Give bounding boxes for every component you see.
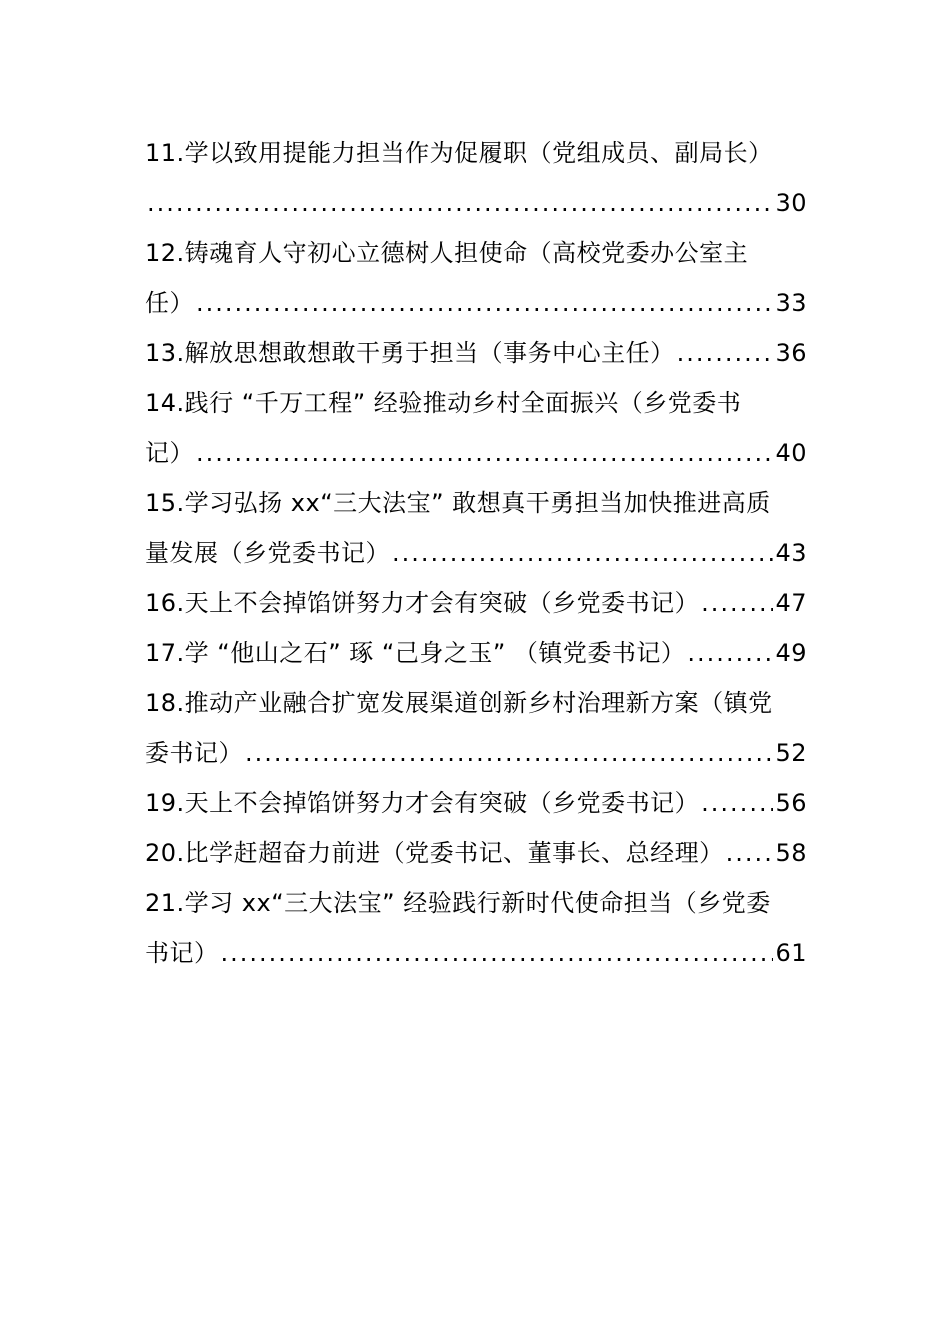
toc-entry-title: 15.学习弘扬 xx“三大法宝” 敢想真干勇担当加快推进高质: [145, 489, 771, 517]
toc-entry[interactable]: [145, 828, 807, 878]
dot-leader: [701, 578, 773, 628]
toc-entry[interactable]: [145, 578, 807, 628]
toc-entry[interactable]: [145, 378, 807, 478]
toc-entry-page-number: 40: [775, 439, 807, 467]
toc-entry-leader-line: [145, 628, 807, 678]
toc-entry-title-line: [145, 678, 807, 728]
toc-entry-page-number: 58: [775, 839, 807, 867]
toc-entry-page-number: 47: [775, 589, 807, 617]
toc-entry[interactable]: [145, 778, 807, 828]
table-of-contents: [145, 128, 807, 978]
toc-entry-page-number: 33: [775, 289, 807, 317]
toc-entry[interactable]: [145, 328, 807, 378]
toc-entry-title-line: [145, 378, 807, 428]
dot-leader: [196, 428, 773, 478]
toc-entry[interactable]: [145, 128, 807, 228]
toc-entry-leader-line: [145, 178, 807, 228]
toc-entry-leader-line: [145, 528, 807, 578]
toc-entry-title: 19.天上不会掉馅饼努力才会有突破（乡党委书记）: [145, 789, 700, 817]
toc-entry-page-number: 30: [775, 189, 807, 217]
toc-entry[interactable]: [145, 678, 807, 778]
toc-entry[interactable]: [145, 628, 807, 678]
toc-entry-page-number: 49: [775, 639, 807, 667]
toc-entry-leader-line: [145, 828, 807, 878]
toc-entry-title-line: [145, 228, 807, 278]
dot-leader: [677, 328, 774, 378]
dot-leader: [147, 178, 773, 228]
dot-leader: [221, 928, 774, 978]
dot-leader: [701, 778, 773, 828]
toc-entry-leader-line: [145, 928, 807, 978]
toc-entry-leader-line: [145, 278, 807, 328]
toc-entry-title: 12.铸魂育人守初心立德树人担使命（高校党委办公室主: [145, 239, 749, 267]
toc-entry-title: 14.践行 “千万工程” 经验推动乡村全面振兴（乡党委书: [145, 389, 742, 417]
toc-entry-title-continued: 委书记）: [145, 739, 243, 767]
toc-entry-leader-line: [145, 328, 807, 378]
toc-entry-title-line: [145, 878, 807, 928]
toc-entry-page-number: 52: [775, 739, 807, 767]
dot-leader: [245, 728, 773, 778]
toc-entry-page-number: 61: [775, 939, 807, 967]
toc-entry-title: 16.天上不会掉馅饼努力才会有突破（乡党委书记）: [145, 589, 700, 617]
toc-entry[interactable]: [145, 478, 807, 578]
dot-leader: [196, 278, 773, 328]
toc-entry-title-continued: 记）: [145, 439, 194, 467]
toc-entry-leader-line: [145, 728, 807, 778]
toc-entry-title-continued: 书记）: [145, 939, 219, 967]
toc-entry-title-line: [145, 478, 807, 528]
toc-entry-page-number: 36: [775, 339, 807, 367]
toc-entry-title-continued: 量发展（乡党委书记）: [145, 539, 390, 567]
dot-leader: [726, 828, 774, 878]
toc-entry-page-number: 43: [775, 539, 807, 567]
toc-entry-title: 17.学 “他山之石” 琢 “己身之玉” （镇党委书记）: [145, 639, 686, 667]
toc-entry-leader-line: [145, 428, 807, 478]
toc-entry-page-number: 56: [775, 789, 807, 817]
toc-entry-title: 20.比学赶超奋力前进（党委书记、董事长、总经理）: [145, 839, 724, 867]
toc-entry[interactable]: [145, 228, 807, 328]
toc-entry-leader-line: [145, 778, 807, 828]
dot-leader: [392, 528, 773, 578]
toc-entry-title: 11.学以致用提能力担当作为促履职（党组成员、副局长）: [145, 139, 773, 167]
toc-entry[interactable]: [145, 878, 807, 978]
toc-entry-title: 13.解放思想敢想敢干勇于担当（事务中心主任）: [145, 339, 675, 367]
toc-entry-title-continued: 任）: [145, 289, 194, 317]
toc-entry-title-line: [145, 128, 807, 178]
dot-leader: [687, 628, 773, 678]
toc-entry-leader-line: [145, 578, 807, 628]
toc-entry-title: 18.推动产业融合扩宽发展渠道创新乡村治理新方案（镇党: [145, 689, 773, 717]
toc-entry-title: 21.学习 xx“三大法宝” 经验践行新时代使命担当（乡党委: [145, 889, 771, 917]
